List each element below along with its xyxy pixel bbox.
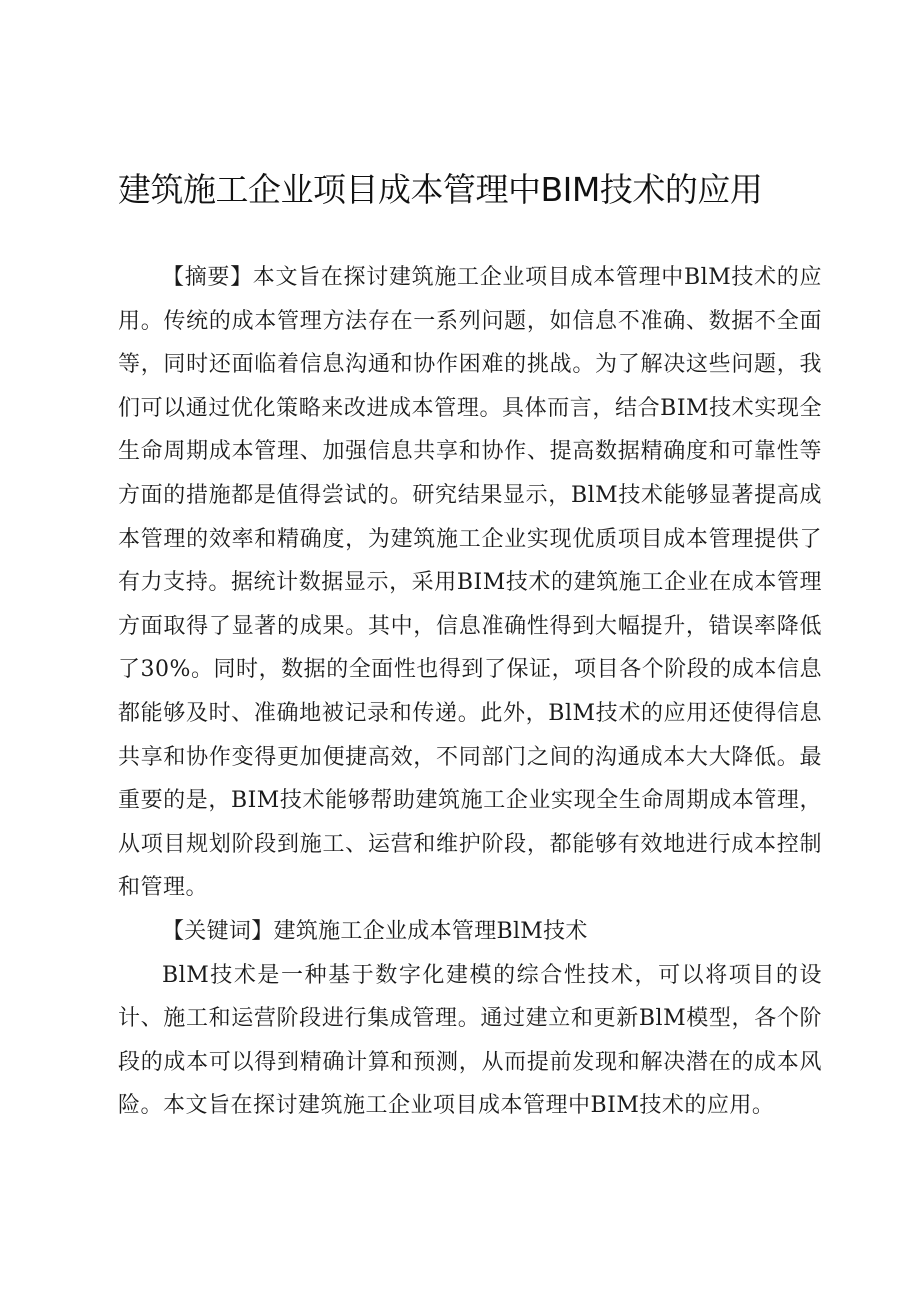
document-body	[118, 256, 822, 1128]
document-title: 建筑施工企业项目成本管理中BIM技术的应用	[118, 170, 763, 209]
abstract-paragraph: 【摘要】本文旨在探讨建筑施工企业项目成本管理中BlM技术的应用。传统的成本管理方法存在一系列问题，如信息不准确、数据不全面等，同时还面临着信息沟通和协作困难的挑战。为了解决这些问题，我们可以通过优化策略来改进成本管理。具体而言，结合BIM技术实现全生命周期成本管理、加强信息共享和协作、提高数据精确度和可靠性等方面的措施都是值得尝试的。研究结果显示，BlM技术能够显著提高成本管理的效率和精确度，为建筑施工企业实现优质项目成本管理提供了有力支持。据统计数据显示，采用BIM技术的建筑施工企业在成本管理方面取得了显著的成果。其中，信息准确性得到大幅提升，错误率降低了30%。同时，数据的全面性也得到了保证，项目各个阶段的成本信息都能够及时、准确地被记录和传递。此外，BlM技术的应用还使得信息共享和协作变得更加便捷高效，不同部门之间的沟通成本大大降低。最重要的是，BIM技术能够帮助建筑施工企业实现全生命周期成本管理，从项目规划阶段到施工、运营和维护阶段，都能够有效地进行成本控制和管理。	[118, 265, 822, 901]
keywords-paragraph: 【关键词】建筑施工企业成本管理BlM技术	[162, 918, 588, 944]
intro-paragraph: BlM技术是一种基于数字化建模的综合性技术，可以将项目的设计、施工和运营阶段进行集成管理。通过建立和更新BlM模型，各个阶段的成本可以得到精确计算和预测，从而提前发现和解决潜在的成本风险。本文旨在探讨建筑施工企业项目成本管理中BIM技术的应用。	[118, 962, 822, 1119]
